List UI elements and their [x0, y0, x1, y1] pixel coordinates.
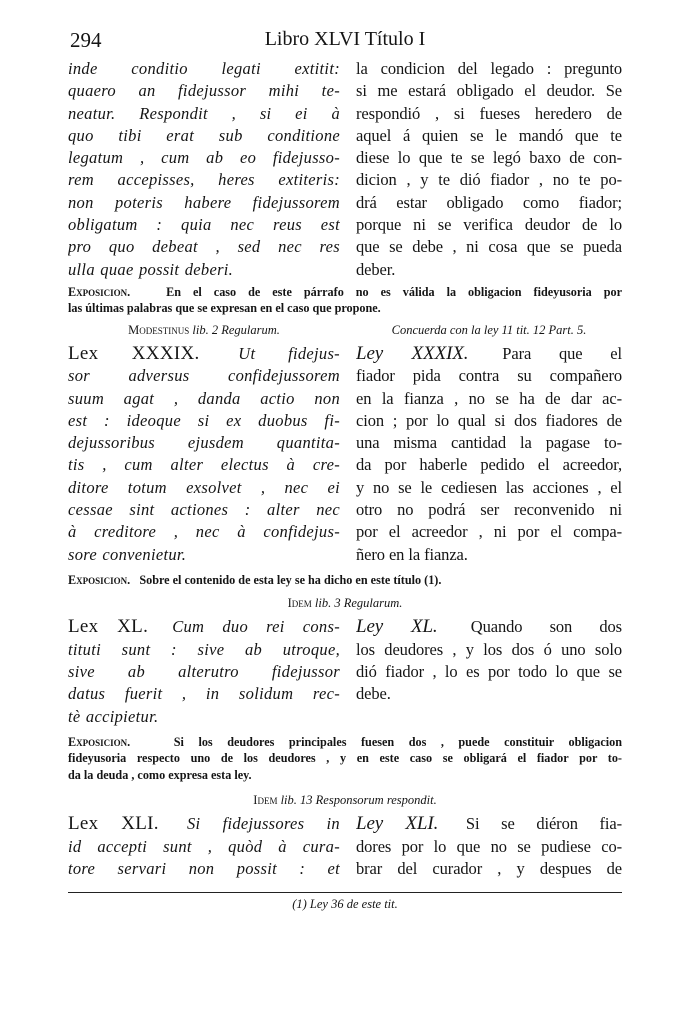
lex-heading: Lex XL.	[68, 616, 149, 638]
exposicion-line: las últimas palabras que se expresan en el caso que propone.	[68, 301, 381, 316]
latin-line: quo tibi erat sub conditione	[68, 125, 340, 145]
spanish-line: otro no podrá ser reconvenido ni	[356, 500, 622, 520]
exposicion-text: Si los deudores principales fuesen dos , puede constituir obligacion	[173, 734, 622, 749]
latin-text: Ut fidejus-	[238, 343, 340, 363]
spanish-column	[356, 343, 622, 566]
source-author: Idem	[287, 596, 312, 611]
exposicion-text: Sobre el contenido de esta ley se ha dicho en este título (1).	[139, 572, 442, 587]
latin-column	[68, 616, 340, 727]
exposicion-label: Exposicion.	[68, 284, 131, 299]
concordance-note: Concuerda con la ley 11 tit. 12 Part. 5.	[391, 322, 587, 337]
latin-line: obligatum : quia nec reus est	[68, 215, 340, 235]
source-line	[68, 596, 622, 614]
spanish-text: Si se diéron fia-	[465, 814, 622, 834]
law-xl	[68, 616, 622, 727]
lex-heading: Lex XXXIX.	[68, 342, 200, 364]
latin-line: quaero an fidejussor mihi te-	[68, 81, 340, 101]
spanish-line: deber.	[356, 259, 396, 279]
law-xxxix	[68, 343, 622, 566]
spanish-text: Quando son dos	[470, 617, 622, 637]
exposicion-text: En el caso de este párrafo no es válida la obligacion fideyusoria por	[166, 284, 622, 299]
exposicion-label: Exposicion.	[68, 734, 131, 749]
spanish-line: diese lo que te se legó baxo de con-	[356, 148, 622, 168]
spanish-line	[356, 616, 622, 638]
spanish-line: la condicion del legado : pregunto	[356, 59, 622, 78]
spanish-line: ñero en la fianza.	[356, 544, 468, 564]
spanish-line: dicion , y te dió fiador , no te po-	[356, 170, 622, 190]
footnote-divider	[68, 892, 622, 893]
spanish-column	[356, 58, 622, 281]
spanish-line: aquel á quien se le mandó que te	[356, 125, 622, 145]
exposicion-line	[68, 572, 622, 589]
spanish-line: debe.	[356, 684, 391, 704]
latin-line: legatum , cum ab eo fidejusso-	[68, 148, 340, 168]
latin-text: Cum duo rei cons-	[172, 617, 340, 637]
source-ref: lib. 2 Regularum.	[192, 322, 280, 337]
exposicion-note	[68, 284, 622, 317]
latin-line: non poteris habere fidejussorem	[68, 192, 340, 212]
latin-line: datus fuerit , in solidum rec-	[68, 684, 340, 704]
latin-source	[68, 323, 340, 341]
latin-column	[68, 813, 340, 880]
spanish-line: si me estará obligado el deudor. Se	[356, 81, 622, 101]
spanish-line: en la fianza , no se ha de dar ac-	[356, 388, 622, 408]
spanish-column	[356, 813, 622, 880]
latin-line: à creditore , nec à confidejus-	[68, 522, 340, 542]
spanish-line: una misma cantidad la pagase to-	[356, 433, 622, 453]
source-line	[68, 793, 622, 811]
latin-text: Si fidejussores in	[186, 814, 340, 834]
latin-line: pro quo debeat , sed nec res	[68, 237, 340, 257]
law-xli	[68, 813, 622, 880]
latin-line: dejussoribus ejusdem quantita-	[68, 433, 340, 453]
running-title: Libro XLVI Título I	[264, 28, 426, 50]
latin-line: tore servari non possit : et	[68, 859, 340, 879]
exposicion-note	[68, 734, 622, 784]
page-header	[68, 24, 622, 58]
spanish-line: porque ni se verifica deudor de lo	[356, 215, 622, 235]
book-page	[68, 24, 622, 912]
source-ref: lib. 3 Regularum.	[314, 596, 403, 611]
latin-line: sor adversus confidejussorem	[68, 366, 340, 386]
spanish-line: dió fiador , lo es por todo lo que se	[356, 662, 622, 682]
latin-line	[68, 813, 340, 835]
latin-line: tituti sunt : sive ab utroque,	[68, 639, 340, 659]
latin-line: sore convenietur.	[68, 544, 187, 564]
exposicion-line	[68, 284, 622, 301]
latin-line: sive ab alterutro fidejussor	[68, 662, 340, 682]
latin-line: inde conditio legati extitit:	[68, 59, 340, 78]
latin-column	[68, 343, 340, 566]
latin-line: suum agat , danda actio non	[68, 388, 340, 408]
latin-line: rem accepisses, heres extiteris:	[68, 170, 340, 190]
ley-heading: Ley XLI.	[356, 813, 439, 835]
spanish-line: da por haberle pedido el acreedor,	[356, 455, 622, 475]
spanish-line: por el acreedor , ni por el compa-	[356, 522, 622, 542]
latin-line	[68, 343, 340, 365]
ley-heading: Ley XXXIX.	[356, 342, 469, 364]
exposicion-label: Exposicion.	[68, 572, 131, 587]
ley-heading: Ley XL.	[356, 616, 438, 638]
law-continuation	[68, 58, 622, 281]
source-ref: lib. 13 Responsorum respondit.	[280, 793, 437, 808]
latin-line: cessae sint actiones : alter nec	[68, 500, 340, 520]
latin-line: ditore totum exsolvet , nec ei	[68, 477, 340, 497]
spanish-line: fiador pida contra su compañero	[356, 366, 622, 386]
spanish-line: drá estar obligado como fiador;	[356, 192, 622, 212]
source-author: Modestinus	[128, 322, 190, 337]
spanish-line: y no se le cediesen las acciones , el	[356, 477, 622, 497]
spanish-line: dores por lo que no se pudiese co-	[356, 836, 622, 856]
exposicion-note	[68, 572, 622, 589]
spanish-line: los deudores , y los dos ó uno solo	[356, 639, 622, 659]
spanish-line	[356, 343, 622, 365]
latin-line: ulla quae possit deberi.	[68, 259, 234, 279]
latin-line: tis , cum alter electus à cre-	[68, 455, 340, 475]
spanish-line: brar del curador , y despues de	[356, 859, 622, 879]
exposicion-line: da la deuda , como expresa esta ley.	[68, 767, 252, 782]
latin-column	[68, 58, 340, 281]
exposicion-line: fideyusoria respecto uno de los deudores , y en este caso se obligará el fiador por to-	[68, 751, 622, 766]
spanish-line: respondió , si fueses heredero de	[356, 103, 622, 123]
spanish-line: cion ; por lo qual si dos fiadores de	[356, 410, 622, 430]
spanish-text: Para que el	[502, 343, 622, 363]
spanish-line: que se debe , ni cosa que se pueda	[356, 237, 622, 257]
page-number: 294	[70, 28, 102, 52]
latin-line: est : ideoque si ex duobus fi-	[68, 410, 340, 430]
exposicion-line	[68, 734, 622, 751]
spanish-column	[356, 616, 622, 727]
source-line	[68, 323, 622, 341]
footnote: (1) Ley 36 de este tit.	[292, 897, 398, 912]
spanish-line	[356, 813, 622, 835]
latin-line: id accepti sunt , quòd à cura-	[68, 836, 340, 856]
latin-line	[68, 616, 340, 638]
lex-heading: Lex XLI.	[68, 813, 159, 835]
latin-line: tè accipietur.	[68, 706, 159, 726]
latin-line: neatur. Respondit , si ei à	[68, 103, 340, 123]
source-author: Idem	[253, 793, 278, 808]
